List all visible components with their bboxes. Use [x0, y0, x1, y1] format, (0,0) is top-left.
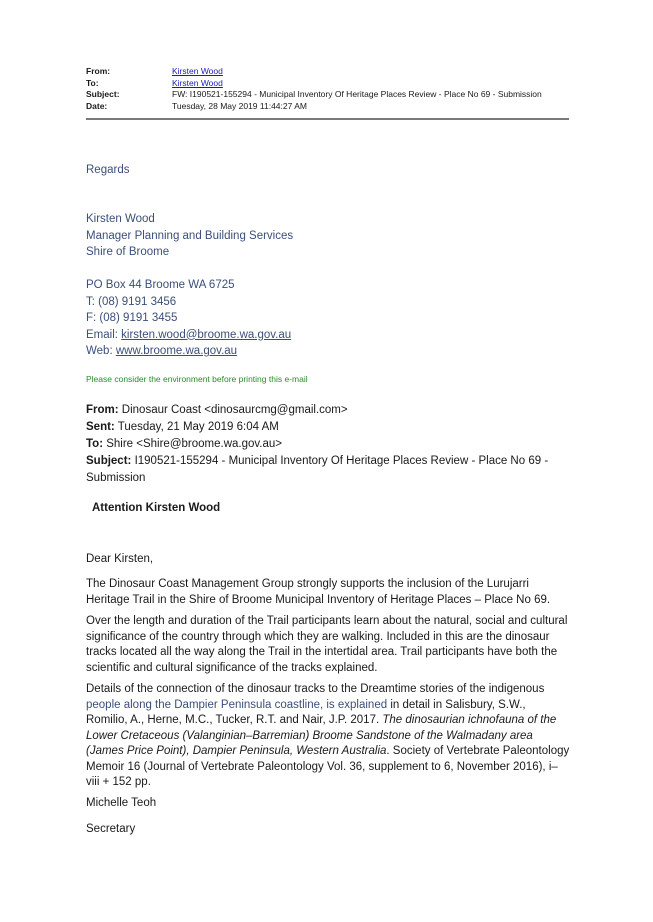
- header-subject-value: FW: I190521-155294 - Municipal Inventory Of Heritage Places Review - Place No 69 - Submission: [172, 89, 542, 99]
- forwarded-subject-label: Subject:: [86, 455, 132, 467]
- header-from-row: [86, 66, 569, 78]
- regards-text: Regards: [86, 164, 130, 176]
- header-from-label: From:: [86, 66, 111, 76]
- reference-title: The dinosaurian ichnofauna of the Lower Cretaceous (Valanginian–Barremian) Broome Sandstone of the Walmadany area (James Price Point), Dampier Peninsula, Western Australia: [86, 714, 557, 757]
- contact-web-link[interactable]: www.broome.wa.gov.au: [115, 345, 238, 357]
- header-to-label: To:: [86, 77, 99, 88]
- header-to-link[interactable]: Kirsten Wood: [172, 77, 223, 88]
- contact-fax: F: (08) 9191 3455: [86, 312, 178, 324]
- header-date-value: Tuesday, 28 May 2019 11:44:27 AM: [172, 100, 307, 111]
- paragraph-reference: [86, 682, 570, 791]
- reference-authors: in detail in Salisbury, S.W., Romilio, A., Herne, M.C., Tucker, R.T. and Nair, J.P. 2017.: [86, 698, 526, 726]
- header-to-row: [86, 78, 569, 90]
- reference-journal: . Society of Vertebrate Paleontology Memoir 16 (Journal of Vertebrate Paleontology Vol. 36, supplement to 6, November 2016), i–viii + 152 pp.: [86, 745, 570, 788]
- forwarded-sent-label: Sent:: [86, 421, 115, 433]
- forwarded-to-value: Shire <Shire@broome.wa.gov.au>: [103, 438, 282, 450]
- forwarded-from-value: Dinosaur Coast <dinosaurcmg@gmail.com>: [118, 404, 348, 416]
- email-header: [86, 66, 569, 112]
- signature-block: [86, 211, 293, 261]
- header-date-label: Date:: [86, 100, 108, 111]
- paragraph-trail: Over the length and duration of the Trail participants learn about the natural, social and cultural significance of the country through which they are walking. Included in this are the dinosaur tracks located all the way along the Trail in the intertidal area. Trail participants have both the scientific and cultural significance of the tracks explained.: [86, 615, 568, 674]
- header-date-row: [86, 101, 569, 113]
- contact-email-link[interactable]: kirsten.wood@broome.wa.gov.au: [121, 328, 292, 341]
- forwarded-subject-row: [86, 453, 566, 487]
- reference-intro: Details of the connection of the dinosaur tracks to the Dreamtime stories of the indigenous: [86, 683, 545, 695]
- forwarded-to-label: To:: [86, 438, 104, 450]
- forwarded-header: [86, 402, 566, 487]
- header-from-link[interactable]: Kirsten Wood: [172, 66, 223, 76]
- signoff-title: Secretary: [86, 823, 136, 835]
- paragraph-support: The Dinosaur Coast Management Group strongly supports the inclusion of the Lurujarri Heritage Trail in the Shire of Broome Municipal Inventory of Heritage Places – Place No 69.: [86, 578, 551, 606]
- header-subject-label: Subject:: [86, 89, 120, 99]
- header-subject-row: [86, 89, 569, 101]
- contact-email-label: Email:: [86, 328, 122, 341]
- contact-phone: T: (08) 9191 3456: [86, 295, 177, 308]
- header-divider: [86, 118, 569, 120]
- attention-line: Attention Kirsten Wood: [92, 502, 221, 514]
- contact-web-label: Web:: [86, 345, 116, 357]
- contact-block: [86, 277, 291, 360]
- forwarded-sent-value: Tuesday, 21 May 2019 6:04 AM: [114, 421, 279, 433]
- forwarded-from-label: From:: [86, 404, 119, 416]
- signature-org: Shire of Broome: [86, 246, 170, 258]
- environment-note: Please consider the environment before printing this e-mail: [86, 374, 308, 384]
- contact-email-row: [86, 327, 291, 344]
- forwarded-from-row: [86, 402, 566, 419]
- greeting: Dear Kirsten,: [86, 553, 154, 565]
- signoff-name: Michelle Teoh: [86, 797, 157, 809]
- forwarded-to-row: [86, 436, 566, 453]
- signature-name: Kirsten Wood: [86, 213, 155, 225]
- signature-title: Manager Planning and Building Services: [86, 229, 294, 242]
- contact-address: PO Box 44 Broome WA 6725: [86, 279, 235, 291]
- contact-web-row: [86, 343, 291, 360]
- reference-people: people along the Dampier Peninsula coastline, is explained: [86, 698, 391, 711]
- forwarded-sent-row: [86, 419, 566, 436]
- forwarded-subject-value: I190521-155294 - Municipal Inventory Of Heritage Places Review - Place No 69 - Submission: [86, 455, 549, 484]
